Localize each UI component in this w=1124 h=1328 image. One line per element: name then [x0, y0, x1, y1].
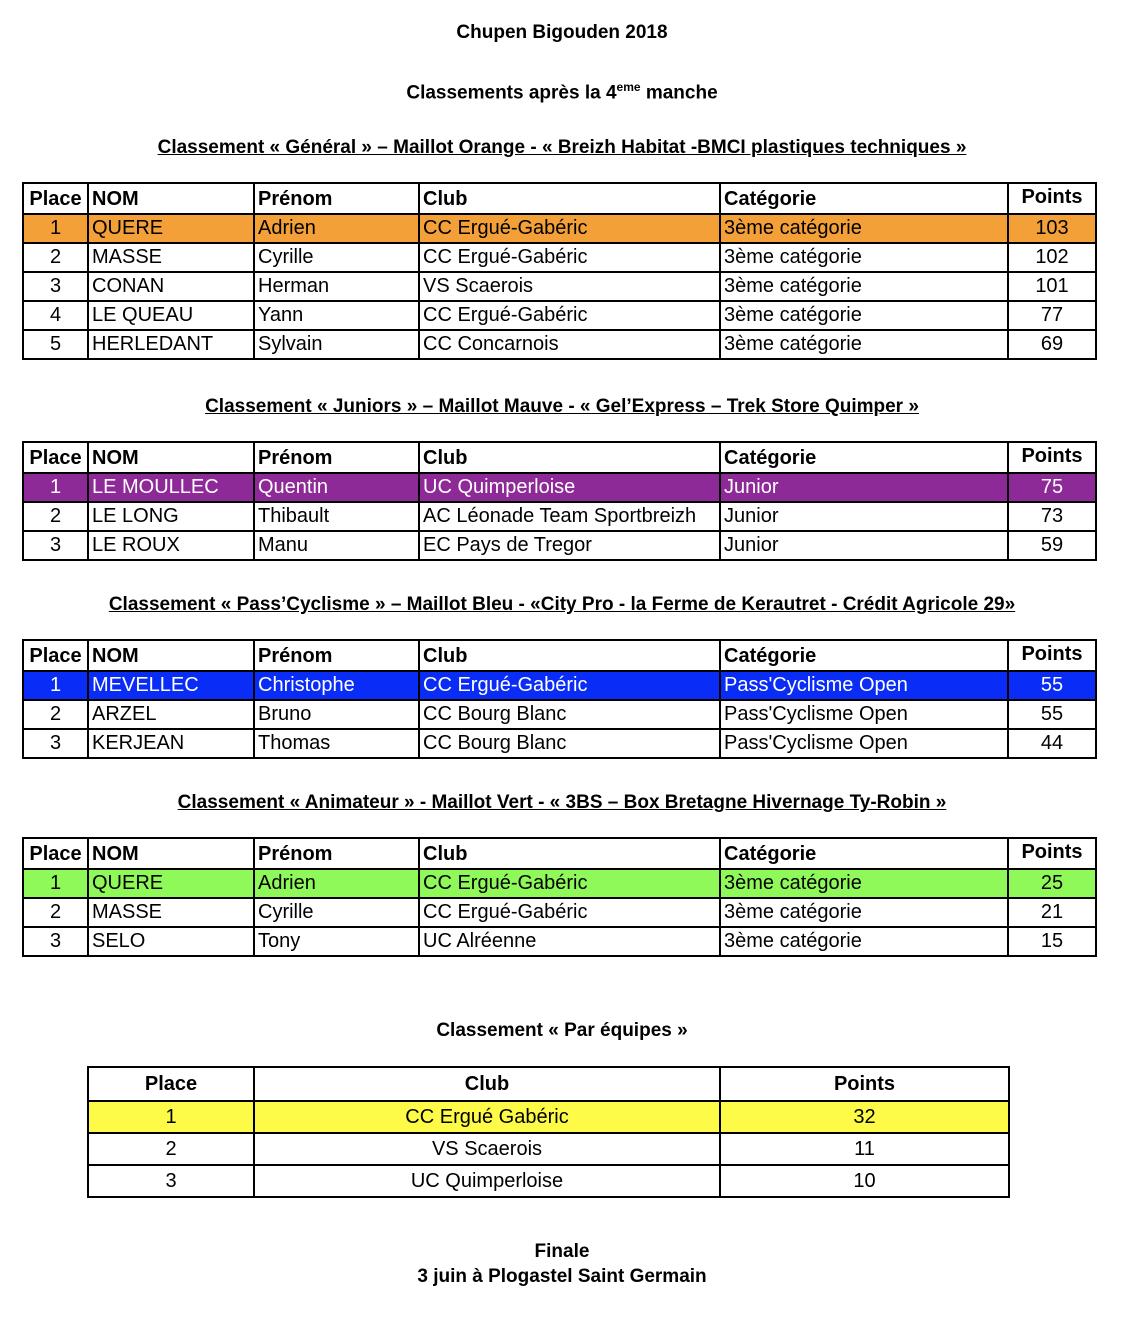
- cell-prenom: Tony: [254, 927, 419, 956]
- cell-place: 3: [23, 531, 88, 560]
- cell-club: UC Alréenne: [419, 927, 720, 956]
- cell-points: 55: [1008, 671, 1096, 700]
- table-row: [88, 1101, 1009, 1133]
- table-row: [23, 531, 1096, 560]
- header-club: Club: [419, 640, 720, 671]
- table-row: [88, 1165, 1009, 1197]
- cell-place: 4: [23, 301, 88, 330]
- cell-nom: KERJEAN: [88, 729, 254, 758]
- cell-club: CC Ergué-Gabéric: [419, 214, 720, 243]
- header-categorie: Catégorie: [720, 183, 1008, 214]
- header-nom: NOM: [88, 838, 254, 869]
- table-row: [23, 473, 1096, 502]
- cell-place: 3: [88, 1165, 254, 1197]
- cell-categorie: Pass'Cyclisme Open: [720, 700, 1008, 729]
- header-categorie: Catégorie: [720, 838, 1008, 869]
- cell-categorie: Junior: [720, 531, 1008, 560]
- cell-club: CC Ergué-Gabéric: [419, 869, 720, 898]
- table-header-row: [23, 838, 1096, 869]
- cell-points: 15: [1008, 927, 1096, 956]
- cell-nom: CONAN: [88, 272, 254, 301]
- ranking-table-pass-cyclisme: [22, 639, 1097, 759]
- table-row: [23, 301, 1096, 330]
- cell-prenom: Bruno: [254, 700, 419, 729]
- cell-place: 3: [23, 729, 88, 758]
- header-prenom: Prénom: [254, 838, 419, 869]
- table-row: [23, 700, 1096, 729]
- cell-place: 2: [23, 243, 88, 272]
- cell-categorie: 3ème catégorie: [720, 330, 1008, 359]
- table-header-row: [23, 183, 1096, 214]
- cell-nom: MASSE: [88, 898, 254, 927]
- section-heading-animateur: Classement « Animateur » - Maillot Vert - « 3BS – Box Bretagne Hivernage Ty-Robin »: [177, 792, 947, 813]
- cell-place: 1: [88, 1101, 254, 1133]
- table-row: [23, 869, 1096, 898]
- header-nom: NOM: [88, 442, 254, 473]
- cell-place: 5: [23, 330, 88, 359]
- header-club: Club: [419, 838, 720, 869]
- subtitle-superscript: eme: [616, 80, 641, 94]
- cell-categorie: 3ème catégorie: [720, 869, 1008, 898]
- cell-place: 3: [23, 272, 88, 301]
- cell-categorie: 3ème catégorie: [720, 927, 1008, 956]
- cell-points: 75: [1008, 473, 1096, 502]
- cell-nom: LE MOULLEC: [88, 473, 254, 502]
- cell-points: 73: [1008, 502, 1096, 531]
- finale-label: Finale: [534, 1241, 590, 1262]
- header-nom: NOM: [88, 640, 254, 671]
- header-club: Club: [419, 183, 720, 214]
- table-header-row: [23, 640, 1096, 671]
- cell-place: 1: [23, 473, 88, 502]
- header-club: Club: [254, 1067, 720, 1101]
- cell-place: 2: [23, 502, 88, 531]
- document-subtitle: [0, 80, 1124, 104]
- subtitle-suffix: manche: [640, 82, 718, 104]
- table-row: [88, 1133, 1009, 1165]
- cell-prenom: Christophe: [254, 671, 419, 700]
- cell-prenom: Adrien: [254, 214, 419, 243]
- cell-prenom: Manu: [254, 531, 419, 560]
- section-heading-general: Classement « Général » – Maillot Orange - « Breizh Habitat -BMCI plastiques techniques »: [157, 137, 967, 158]
- header-points: Points: [1008, 442, 1096, 473]
- cell-club: VS Scaerois: [419, 272, 720, 301]
- table-row: [23, 898, 1096, 927]
- cell-place: 2: [88, 1133, 254, 1165]
- header-place: Place: [23, 640, 88, 671]
- cell-club: UC Quimperloise: [419, 473, 720, 502]
- cell-club: CC Ergué-Gabéric: [419, 243, 720, 272]
- header-place: Place: [23, 442, 88, 473]
- table-row: [23, 502, 1096, 531]
- cell-place: 3: [23, 927, 88, 956]
- cell-points: 101: [1008, 272, 1096, 301]
- cell-points: 55: [1008, 700, 1096, 729]
- cell-points: 10: [720, 1165, 1009, 1197]
- cell-prenom: Thibault: [254, 502, 419, 531]
- cell-prenom: Sylvain: [254, 330, 419, 359]
- cell-categorie: Junior: [720, 502, 1008, 531]
- cell-points: 102: [1008, 243, 1096, 272]
- cell-points: 11: [720, 1133, 1009, 1165]
- cell-points: 32: [720, 1101, 1009, 1133]
- cell-points: 21: [1008, 898, 1096, 927]
- cell-place: 1: [23, 869, 88, 898]
- cell-points: 44: [1008, 729, 1096, 758]
- cell-nom: QUERE: [88, 214, 254, 243]
- cell-club: AC Léonade Team Sportbreizh: [419, 502, 720, 531]
- table-row: [23, 671, 1096, 700]
- table-row: [23, 729, 1096, 758]
- table-row: [23, 330, 1096, 359]
- cell-place: 2: [23, 898, 88, 927]
- header-prenom: Prénom: [254, 640, 419, 671]
- cell-nom: LE LONG: [88, 502, 254, 531]
- cell-prenom: Yann: [254, 301, 419, 330]
- header-place: Place: [23, 838, 88, 869]
- cell-categorie: Pass'Cyclisme Open: [720, 729, 1008, 758]
- cell-categorie: 3ème catégorie: [720, 243, 1008, 272]
- cell-prenom: Herman: [254, 272, 419, 301]
- header-place: Place: [23, 183, 88, 214]
- header-prenom: Prénom: [254, 183, 419, 214]
- header-categorie: Catégorie: [720, 442, 1008, 473]
- cell-points: 59: [1008, 531, 1096, 560]
- header-club: Club: [419, 442, 720, 473]
- ranking-table-general: [22, 182, 1097, 360]
- section-heading-pass-cyclisme: Classement « Pass’Cyclisme » – Maillot Bleu - «City Pro - la Ferme de Kerautret - Crédit Agricole 29»: [108, 594, 1016, 615]
- header-prenom: Prénom: [254, 442, 419, 473]
- cell-points: 25: [1008, 869, 1096, 898]
- cell-place: 2: [23, 700, 88, 729]
- cell-prenom: Quentin: [254, 473, 419, 502]
- table-row: [23, 243, 1096, 272]
- cell-categorie: Junior: [720, 473, 1008, 502]
- header-place: Place: [88, 1067, 254, 1101]
- cell-prenom: Cyrille: [254, 898, 419, 927]
- cell-club: EC Pays de Tregor: [419, 531, 720, 560]
- cell-categorie: 3ème catégorie: [720, 898, 1008, 927]
- table-header-row: [88, 1067, 1009, 1101]
- cell-nom: SELO: [88, 927, 254, 956]
- header-points: Points: [720, 1067, 1009, 1101]
- cell-place: 1: [23, 671, 88, 700]
- cell-club: CC Ergué-Gabéric: [419, 898, 720, 927]
- cell-club: CC Bourg Blanc: [419, 700, 720, 729]
- finale-details: 3 juin à Plogastel Saint Germain: [417, 1266, 707, 1287]
- ranking-table-juniors: [22, 441, 1097, 561]
- cell-nom: ARZEL: [88, 700, 254, 729]
- document-title: Chupen Bigouden 2018: [456, 22, 668, 43]
- header-points: Points: [1008, 183, 1096, 214]
- header-points: Points: [1008, 640, 1096, 671]
- cell-club: CC Bourg Blanc: [419, 729, 720, 758]
- cell-prenom: Adrien: [254, 869, 419, 898]
- cell-prenom: Cyrille: [254, 243, 419, 272]
- table-header-row: [23, 442, 1096, 473]
- cell-nom: MEVELLEC: [88, 671, 254, 700]
- cell-club: VS Scaerois: [254, 1133, 720, 1165]
- cell-categorie: 3ème catégorie: [720, 214, 1008, 243]
- section-heading-juniors: Classement « Juniors » – Maillot Mauve - « Gel’Express – Trek Store Quimper »: [205, 396, 919, 417]
- cell-categorie: Pass'Cyclisme Open: [720, 671, 1008, 700]
- cell-categorie: 3ème catégorie: [720, 301, 1008, 330]
- cell-club: UC Quimperloise: [254, 1165, 720, 1197]
- cell-points: 77: [1008, 301, 1096, 330]
- cell-prenom: Thomas: [254, 729, 419, 758]
- subtitle-text: Classements après la 4: [406, 82, 617, 104]
- cell-points: 69: [1008, 330, 1096, 359]
- table-row: [23, 927, 1096, 956]
- cell-club: CC Ergué Gabéric: [254, 1101, 720, 1133]
- table-row: [23, 272, 1096, 301]
- cell-place: 1: [23, 214, 88, 243]
- header-categorie: Catégorie: [720, 640, 1008, 671]
- cell-categorie: 3ème catégorie: [720, 272, 1008, 301]
- cell-nom: QUERE: [88, 869, 254, 898]
- ranking-table-animateur: [22, 837, 1097, 957]
- teams-table: [87, 1066, 1010, 1198]
- cell-nom: LE ROUX: [88, 531, 254, 560]
- cell-nom: LE QUEAU: [88, 301, 254, 330]
- header-nom: NOM: [88, 183, 254, 214]
- table-row: [23, 214, 1096, 243]
- cell-club: CC Ergué-Gabéric: [419, 671, 720, 700]
- cell-club: CC Concarnois: [419, 330, 720, 359]
- cell-points: 103: [1008, 214, 1096, 243]
- header-points: Points: [1008, 838, 1096, 869]
- cell-nom: HERLEDANT: [88, 330, 254, 359]
- cell-club: CC Ergué-Gabéric: [419, 301, 720, 330]
- cell-nom: MASSE: [88, 243, 254, 272]
- teams-heading: Classement « Par équipes »: [436, 1020, 688, 1041]
